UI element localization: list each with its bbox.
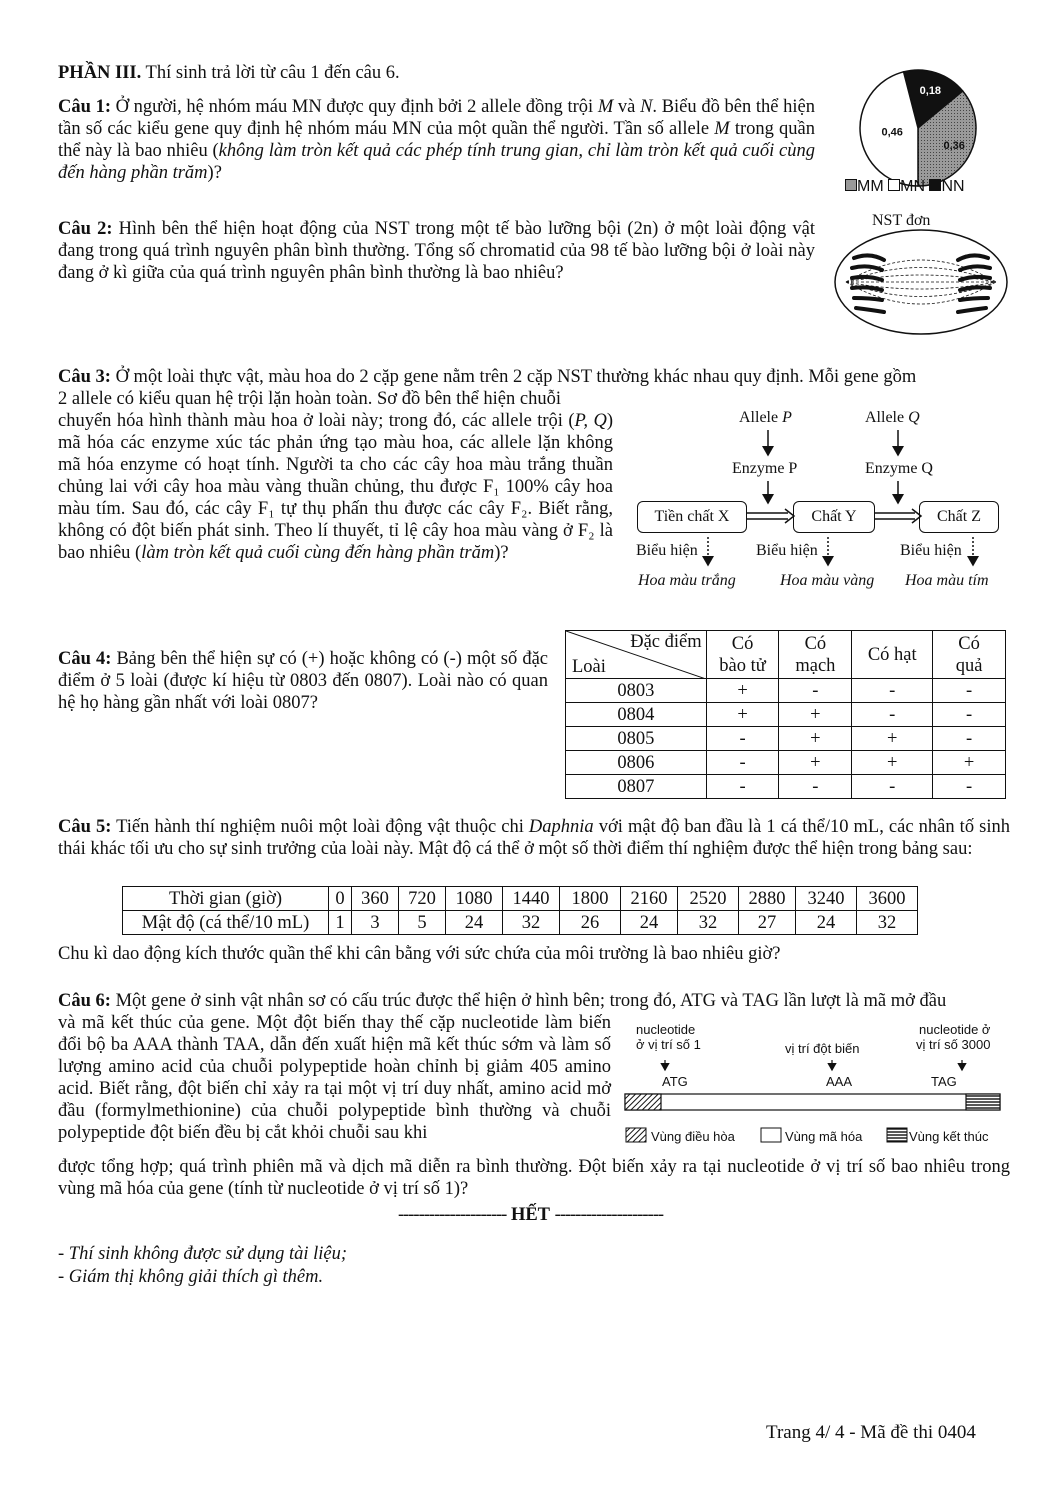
substrate-x-box: Tiền chất X	[637, 501, 747, 533]
double-arrow-yz	[875, 513, 915, 519]
question-3-line1: Câu 3: Ở một loài thực vật, màu hoa do 2 cặp gene nằm trên 2 cặp NST thường khác nhau quy định. Mỗi gene gồm	[58, 367, 917, 387]
feature-cell: -	[933, 703, 1006, 727]
legend-nn: NN	[929, 178, 964, 195]
time-cell: 3600	[857, 887, 918, 911]
mutation-site-label: vị trí đột biến	[785, 1041, 860, 1056]
pathway-arrows	[630, 425, 1010, 575]
time-cell: 3240	[796, 887, 857, 911]
question-4: Câu 4: Bảng bên thể hiện sự có (+) hoặc không có (-) một số đặc điểm ở 5 loài (được kí hiệu từ 0803 đến 0807). Loài nào có quan hệ họ hàng gần nhất với loài 0807?	[58, 649, 548, 713]
col-fruit: Có quả	[933, 631, 1006, 679]
feature-cell: -	[706, 775, 779, 799]
double-arrow-xy	[747, 513, 788, 519]
feature-cell: +	[779, 727, 852, 751]
density-row-label: Mật độ (cá thể/10 mL)	[123, 911, 329, 935]
note-1: - Thí sinh không được sử dụng tài liệu;	[58, 1244, 348, 1264]
feature-cell: -	[933, 727, 1006, 751]
coding-region	[625, 1094, 1000, 1110]
yellow-flower-label: Hoa màu vàng	[780, 572, 875, 589]
feature-cell: +	[852, 727, 933, 751]
purple-flower-label: Hoa màu tím	[905, 572, 989, 589]
pie-label-mn: 0,46	[881, 126, 903, 139]
feature-cell: -	[852, 775, 933, 799]
density-cell: 24	[446, 911, 503, 935]
page-footer: Trang 4/ 4 - Mã đề thi 0404	[766, 1422, 976, 1443]
density-cell: 32	[678, 911, 739, 935]
density-cell: 32	[503, 911, 560, 935]
feature-cell: -	[852, 679, 933, 703]
expression-label-x: Biểu hiện	[636, 542, 698, 559]
density-cell: 24	[621, 911, 678, 935]
species-id: 0807	[566, 775, 707, 799]
question-6-body: và mã kết thúc của gene. Một đột biến thay thế cặp nucleotide làm biến đổi bộ ba AAA thành TAA, dẫn đến xuất hiện mã kết thúc sớm và làm số lượng amino acid của chuỗi polypeptide hoàn chỉnh bị giảm 405 amino acid. Biết rằng, đột biến chỉ xảy ra tại một vị trí duy nhất, amino acid mở đầu (formylmethionine) của chuỗi polypeptide bình thường và chuỗi polypeptide đột biến đều bị cắt khỏi chuỗi sau khi	[58, 1013, 611, 1143]
time-row-label: Thời gian (giờ)	[123, 887, 329, 911]
density-cell: 3	[352, 911, 399, 935]
col-vascular: Có mạch	[779, 631, 852, 679]
feature-cell: -	[779, 679, 852, 703]
allele-q-label: Allele Q	[865, 409, 920, 426]
time-cell: 0	[329, 887, 352, 911]
legend-coding: Vùng mã hóa	[785, 1129, 863, 1144]
stop-codon-label: TAG	[931, 1074, 957, 1089]
species-id: 0806	[566, 751, 707, 775]
time-cell: 2520	[678, 887, 739, 911]
col-spores: Có bào tử	[706, 631, 779, 679]
table-header-diagonal: Đặc điểm Loài	[566, 631, 707, 679]
time-cell: 1080	[446, 887, 503, 911]
feature-cell: -	[852, 703, 933, 727]
part-title	[58, 62, 400, 84]
part-text: Thí sinh trả lời từ câu 1 đến câu 6.	[141, 63, 400, 83]
start-codon-label: ATG	[662, 1074, 688, 1089]
density-cell: 26	[560, 911, 621, 935]
feature-cell: +	[706, 703, 779, 727]
pie-label-nn: 0,18	[919, 84, 942, 97]
legend-regulatory: Vùng điều hòa	[651, 1129, 735, 1144]
end-mark: --------------------- HẾT ---------------------	[397, 1205, 664, 1225]
legend-termination: Vùng kết thúc	[909, 1129, 989, 1144]
note-2: - Giám thị không giải thích gì thêm.	[58, 1267, 324, 1287]
feature-cell: -	[706, 751, 779, 775]
allele-p-label: Allele P	[739, 409, 792, 426]
legend-mm: MM	[845, 178, 884, 195]
question-5-ask: Chu kì dao động kích thước quần thể khi cân bằng với sức chứa của môi trường là bao nhiêu giờ?	[58, 944, 781, 964]
density-cell: 1	[329, 911, 352, 935]
feature-cell: -	[933, 775, 1006, 799]
time-cell: 1800	[560, 887, 621, 911]
question-6-line1: Câu 6: Một gene ở sinh vật nhân sơ có cấu trúc được thể hiện ở hình bên; trong đó, ATG và TAG lần lượt là mã mở đầu	[58, 991, 947, 1011]
feature-cell: -	[933, 679, 1006, 703]
question-5: Câu 5: Tiến hành thí nghiệm nuôi một loài động vật thuộc chi Daphnia với mật độ ban đầu là 1 cá thể/10 mL, các nhân tố sinh thái khác tối ưu cho sự sinh trưởng của loài này. Mật độ cá thể ở một số thời điểm thí nghiệm được thể hiện trong bảng sau:	[58, 817, 1010, 859]
part-label: PHẦN III.	[58, 63, 142, 83]
table-row	[566, 727, 1006, 751]
species-id: 0803	[566, 679, 707, 703]
species-id: 0804	[566, 703, 707, 727]
feature-cell: +	[779, 751, 852, 775]
enzyme-p-label: Enzyme P	[732, 460, 798, 477]
time-cell: 2880	[739, 887, 796, 911]
time-cell: 2160	[621, 887, 678, 911]
nst-don-label: NST đơn	[872, 212, 931, 229]
time-cell: 1440	[503, 887, 560, 911]
question-3-line2: 2 allele có kiểu quan hệ trội lặn hoàn toàn. Sơ đồ bên thể hiện chuỗi	[58, 389, 561, 409]
mitosis-cell-figure	[832, 228, 1012, 338]
feature-cell: -	[779, 775, 852, 799]
feature-cell: +	[779, 703, 852, 727]
feature-cell: +	[706, 679, 779, 703]
nucleotide-3000-label: nucleotide ở vị trí số 3000	[916, 1022, 991, 1052]
col-seeds: Có hạt	[852, 631, 933, 679]
time-cell: 720	[399, 887, 446, 911]
density-cell: 5	[399, 911, 446, 935]
pie-label-mm: 0,36	[943, 140, 965, 153]
question-6-tail: được tổng hợp; quá trình phiên mã và dịch mã diễn ra bình thường. Đột biến xảy ra tại nucleotide ở vị trí số bao nhiêu trong vùng mã hóa của gene (tính từ nucleotide ở vị trí số 1)?	[58, 1157, 1010, 1199]
density-cell: 32	[857, 911, 918, 935]
daphnia-density-table	[122, 886, 918, 935]
expression-label-y: Biểu hiện	[756, 542, 818, 559]
compound-y-box: Chất Y	[793, 501, 875, 533]
pie-legend	[845, 178, 965, 196]
mutant-codon-label: AAA	[826, 1074, 853, 1089]
feature-cell: -	[706, 727, 779, 751]
feature-cell: +	[933, 751, 1006, 775]
regulatory-region	[625, 1094, 661, 1110]
nucleotide-1-label: nucleotide ở vị trí số 1	[636, 1022, 701, 1052]
species-feature-table	[565, 630, 1006, 799]
time-cell: 360	[352, 887, 399, 911]
legend-mn: MN	[888, 178, 925, 195]
table-row	[566, 751, 1006, 775]
white-flower-label: Hoa màu trắng	[638, 572, 736, 589]
termination-region	[966, 1094, 1000, 1110]
species-id: 0805	[566, 727, 707, 751]
enzyme-q-label: Enzyme Q	[865, 460, 933, 477]
density-cell: 24	[796, 911, 857, 935]
density-cell: 27	[739, 911, 796, 935]
feature-cell: +	[852, 751, 933, 775]
compound-z-box: Chất Z	[919, 501, 999, 533]
table-row	[566, 703, 1006, 727]
gene-bar-figure	[622, 1056, 1007, 1146]
table-row	[566, 775, 1006, 799]
table-row	[566, 679, 1006, 703]
question-2: Câu 2: Hình bên thể hiện hoạt động của NST trong một tế bào lưỡng bội (2n) ở một loài động vật đang trong quá trình nguyên phân bình thường. Tổng số chromatid của 98 tế bào lưỡng bội ở loài này đang ở kì giữa của quá trình nguyên phân bình thường là bao nhiêu?	[58, 219, 816, 283]
question-1: Câu 1: Ở người, hệ nhóm máu MN được quy định bởi 2 allele đồng trội M và N. Biểu đồ bên thể hiện tần số các kiểu gene quy định hệ nhóm máu MN của một quần thể người. Tần số allele M trong quần thể này là bao nhiêu (không làm tròn kết quả các phép tính trung gian, chỉ làm tròn kết quả cuối cùng đến hàng phần trăm)?	[58, 97, 815, 183]
question-3-body: chuyển hóa hình thành màu hoa ở loài này; trong đó, các allele trội (P, Q) mã hóa các enzyme xúc tác phản ứng tạo màu hoa, các allele lặn không mã hóa enzyme có hoạt tính. Người ta cho các cây hoa màu trắng thuần chủng lai với cây hoa màu vàng thuần chủng, thu được F₁ 100% cây hoa màu tím. Sau đó, các cây F₁ tự thụ phấn thu được các cây F₂. Biết rằng, không có đột biến phát sinh. Theo lí thuyết, tỉ lệ cây hoa màu vàng ở F₂ là bao nhiêu (làm tròn kết quả cuối cùng đến hàng phần trăm)?	[58, 411, 613, 563]
expression-label-z: Biểu hiện	[900, 542, 962, 559]
